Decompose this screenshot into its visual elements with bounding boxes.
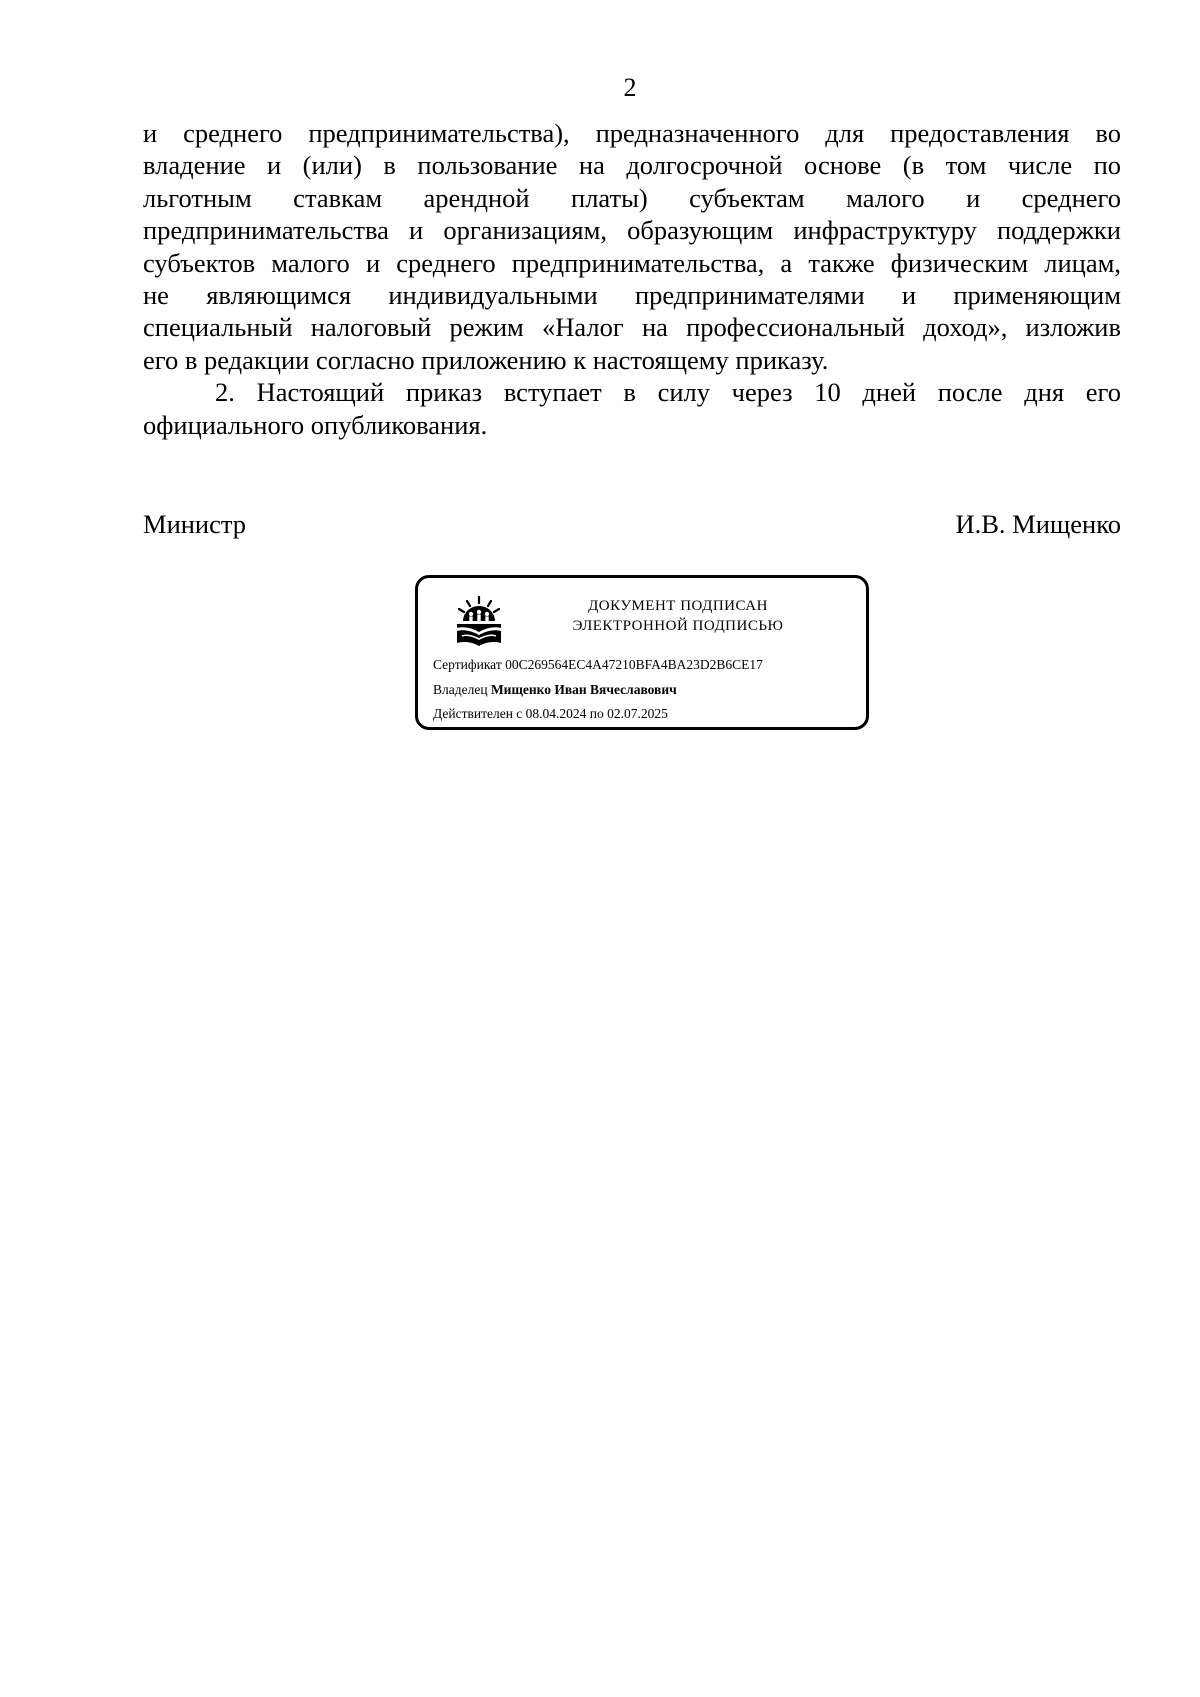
signatory-title: Министр (143, 509, 247, 539)
validity-row (433, 705, 668, 723)
page-number: 2 (623, 73, 637, 102)
text-line: субъектов малого и среднего предпринимательства, а также физическим лицам, (143, 247, 1121, 278)
certificate-value: 00C269564EC4A47210BFA4BA23D2B6CE17 (505, 657, 763, 672)
text-line: 2. Настоящий приказ вступает в силу через 10 дней после дня его (215, 377, 1121, 408)
valid-from: 08.04.2024 (525, 706, 587, 721)
text-line: его в редакции согласно приложению к настоящему приказу. (143, 344, 829, 375)
text-line: льготным ставкам арендной платы) субъектам малого и среднего (143, 182, 1121, 213)
text-line: не являющимся индивидуальными предпринимателями и применяющим (143, 280, 1121, 311)
regional-coat-of-arms-icon (454, 595, 504, 647)
owner-label: Владелец (433, 682, 488, 697)
paragraph-2 (143, 376, 1121, 441)
stamp-heading-line: ДОКУМЕНТ ПОДПИСАН (588, 598, 768, 614)
signatory-name: И.В. Мищенко (955, 509, 1121, 539)
certificate-label: Сертификат (433, 657, 502, 672)
valid-to: 02.07.2025 (607, 706, 668, 721)
stamp-heading (528, 596, 828, 636)
text-line: специальный налоговый режим «Налог на профессиональный доход», изложив (143, 312, 1121, 343)
stamp-heading-line: ЭЛЕКТРОННОЙ ПОДПИСЬЮ (572, 618, 784, 634)
text-line: официального опубликования. (143, 409, 488, 440)
valid-label: Действителен с (433, 706, 523, 721)
owner-row (433, 681, 677, 699)
electronic-signature-stamp (415, 575, 869, 730)
text-line: предпринимательства и организациям, образующим инфраструктуру поддержки (143, 215, 1121, 246)
document-body (143, 117, 1121, 441)
owner-value: Мищенко Иван Вячеславович (490, 682, 677, 697)
paragraph-1 (143, 117, 1121, 376)
valid-to-label: по (589, 706, 604, 721)
text-line: владение и (или) в пользование на долгосрочной основе (в том числе по (143, 150, 1121, 181)
certificate-row (433, 656, 763, 674)
signature-block (143, 508, 1121, 542)
text-line: и среднего предпринимательства), предназначенного для предоставления во (143, 118, 1121, 148)
